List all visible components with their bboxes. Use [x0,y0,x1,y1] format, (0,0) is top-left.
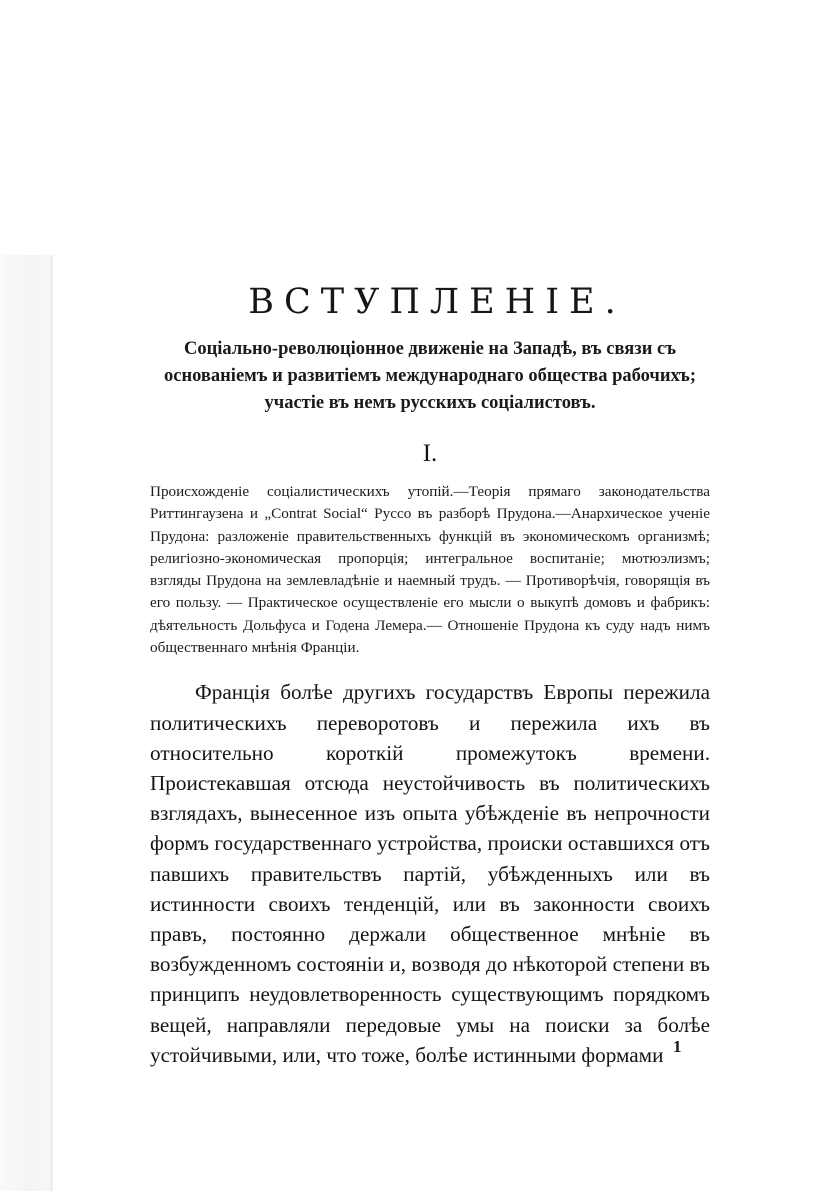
chapter-subtitle: Соціально-революціонное движеніе на Западѣ, въ связи съ основаніемъ и развитіемъ международнаго общества рабочихъ; участіе въ немъ русскихъ соціалистовъ. [164,339,696,413]
section-number: I. [422,440,438,467]
page-top-margin [0,0,840,255]
text-block [150,280,710,1070]
chapter-title: ВСТУПЛЕНІЕ. [248,282,626,322]
page-number: 1 [673,1037,682,1056]
section-summary: Происхожденіе соціалистическихъ утопій.—Теорія прямаго законодательства Риттингаузена и „Contrat Social“ Руссо въ разборѣ Прудона.—Анархическое ученіе Прудона: разложеніе правительственныхъ функцій въ экономическомъ организмѣ; религіозно-экономическая пропорція; интегральное воспитаніе; мютюэлизмъ; взгляды Прудона на землевладѣніе и наемный трудъ. — Противорѣчія, говорящія въ его пользу. — Практическое осуществленіе его мысли о выкупѣ домовъ и фабрикъ: дѣятельность Дольфуса и Годена Лемера.— Отношеніе Прудона къ суду надъ нимъ общественнаго мнѣнія Франціи. [150,483,710,657]
page-left-gutter [0,255,50,1191]
page-gutter-edge [50,255,53,1191]
body-paragraph: Франція болѣе другихъ государствъ Европы пережила политическихъ переворотовъ и пережила ихъ въ относительно короткій промежутокъ времени. Проистекавшая отсюда неустойчивость въ политическихъ взглядахъ, вынесенное изъ опыта убѣжденіе въ непрочности формъ государственнаго устройства, происки оставшихся отъ павшихъ правительствъ партій, убѣжденныхъ или въ истинности своихъ тенденцій, или въ законности своихъ правъ, постоянно держали общественное мнѣніе въ возбужденномъ состояніи и, возводя до нѣкоторой степени въ принципъ неудовлетворенность существующимъ порядкомъ вещей, направляли передовые умы на поиски за болѣе устойчивыми, или, что тоже, болѣе истинными формами [150,680,710,1067]
